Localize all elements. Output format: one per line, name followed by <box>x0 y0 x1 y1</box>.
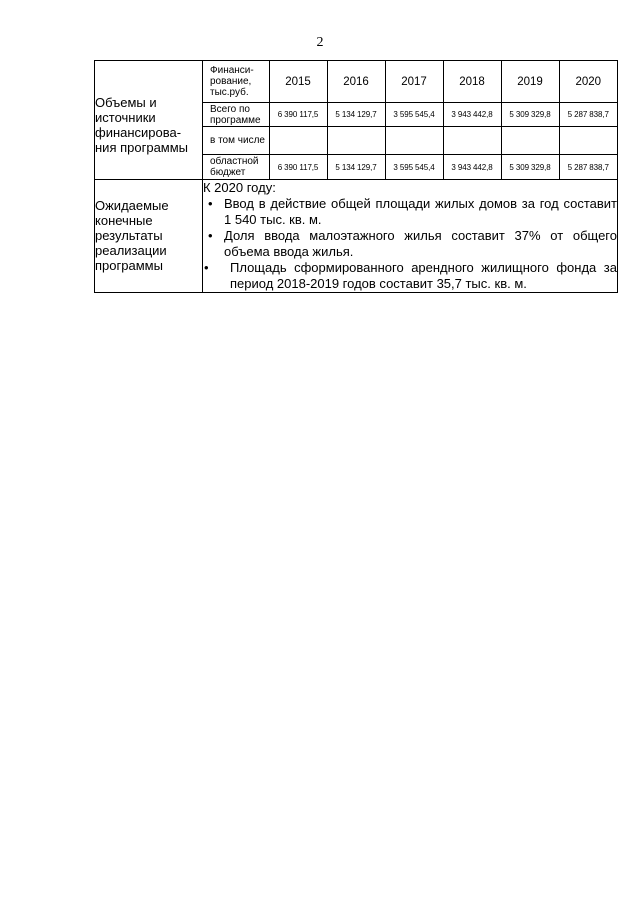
total-2015: 6 390 117,5 <box>269 103 327 127</box>
bullet-icon: • <box>204 260 209 275</box>
year-2017: 2017 <box>385 61 443 103</box>
regional-2017: 3 595 545,4 <box>385 155 443 180</box>
including-2019 <box>501 127 559 155</box>
year-2016: 2016 <box>327 61 385 103</box>
financing-label: Объемы и источники финансирова-ния программы <box>95 61 203 180</box>
year-2020: 2020 <box>559 61 617 103</box>
total-row-label: Всего по программе <box>203 103 269 127</box>
results-cell <box>203 180 618 293</box>
year-2018: 2018 <box>443 61 501 103</box>
regional-2020: 5 287 838,7 <box>559 155 617 180</box>
total-2019: 5 309 329,8 <box>501 103 559 127</box>
regional-budget-label: областной бюджет <box>203 155 269 180</box>
total-2016: 5 134 129,7 <box>327 103 385 127</box>
financing-cell <box>203 61 618 180</box>
total-2017: 3 595 545,4 <box>385 103 443 127</box>
results-row <box>95 180 618 293</box>
year-2019: 2019 <box>501 61 559 103</box>
regional-2019: 5 309 329,8 <box>501 155 559 180</box>
including-2016 <box>327 127 385 155</box>
including-row <box>203 127 617 155</box>
results-item-text: Доля ввода малоэтажного жилья составит 37% от общего объема ввода жилья. <box>224 228 617 259</box>
results-item <box>203 228 617 260</box>
financing-row <box>95 61 618 180</box>
including-2015 <box>269 127 327 155</box>
results-item <box>203 196 617 228</box>
results-item-text: Ввод в действие общей площади жилых домов за год составит 1 540 тыс. кв. м. <box>224 196 617 227</box>
total-2018: 3 943 442,8 <box>443 103 501 127</box>
regional-2018: 3 943 442,8 <box>443 155 501 180</box>
financing-header-label: Финанси-рование, тыс.руб. <box>203 61 269 103</box>
regional-2015: 6 390 117,5 <box>269 155 327 180</box>
program-passport-table <box>94 60 618 293</box>
results-item-text: Площадь сформированного арендного жилищного фонда за период 2018-2019 годов составит 35,7 тыс. кв. м. <box>230 260 617 291</box>
results-list <box>203 196 617 292</box>
including-row-label: в том числе <box>203 127 269 155</box>
including-2020 <box>559 127 617 155</box>
including-2017 <box>385 127 443 155</box>
regional-2016: 5 134 129,7 <box>327 155 385 180</box>
total-2020: 5 287 838,7 <box>559 103 617 127</box>
regional-budget-row <box>203 155 617 180</box>
financing-header-row <box>203 61 617 103</box>
results-label: Ожидаемые конечные результаты реализации программы <box>95 180 203 293</box>
results-item <box>203 260 617 292</box>
including-2018 <box>443 127 501 155</box>
bullet-icon: • <box>208 228 213 243</box>
total-row <box>203 103 617 127</box>
page-number: 2 <box>316 35 324 50</box>
results-intro: К 2020 году: <box>203 180 276 195</box>
financing-table <box>203 61 617 179</box>
bullet-icon: • <box>208 196 213 211</box>
year-2015: 2015 <box>269 61 327 103</box>
